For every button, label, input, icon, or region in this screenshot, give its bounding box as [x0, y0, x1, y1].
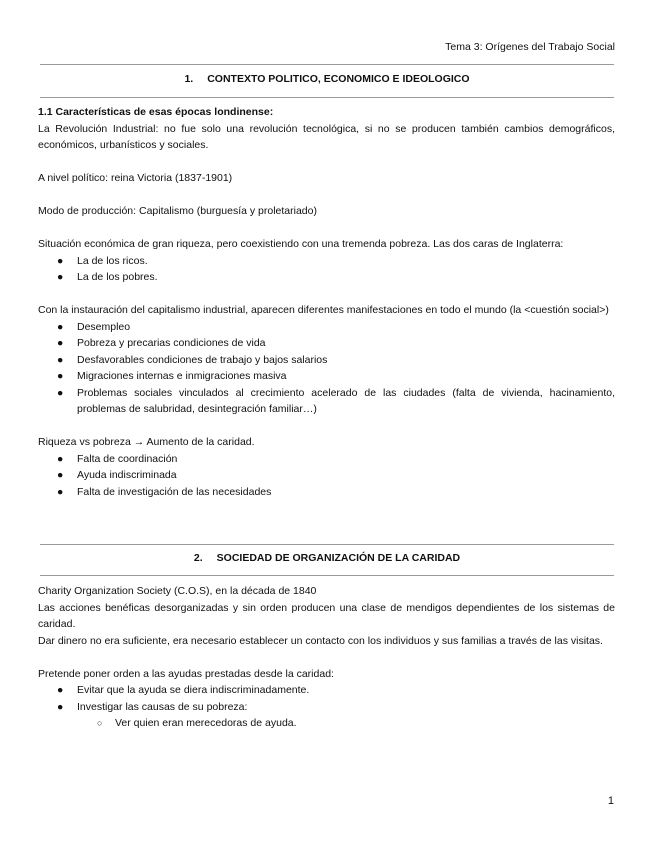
list-item: ● Pobreza y precarias condiciones de vida	[38, 335, 615, 352]
hollow-bullet-icon: ○	[97, 718, 103, 728]
list-caridad	[38, 451, 615, 501]
subheading-1-1: 1.1 Características de esas épocas londinense:	[38, 106, 274, 118]
section-1-body	[38, 104, 615, 500]
sub-list-item: ○ Ver quien eran merecedoras de ayuda.	[38, 715, 615, 732]
list-item: ● La de los pobres.	[38, 269, 615, 286]
list-item: ● Investigar las causas de su pobreza:	[38, 699, 615, 716]
section-1-number: 1.	[184, 73, 194, 85]
section-2-title	[40, 550, 614, 567]
bullet-icon: ●	[57, 353, 64, 366]
bullet-icon: ●	[57, 684, 64, 696]
paragraph-instauracion: Con la instauración del capitalismo industrial, aparecen diferentes manifestaciones en todo el mundo (la <cuestión social>)	[38, 304, 609, 316]
paragraph-acciones: Las acciones benéficas desorganizadas y sin orden producen una clase de mendigos dependientes de los sistemas de caridad.	[38, 601, 615, 630]
paragraph-produccion: Modo de producción: Capitalismo (burguesía y proletariado)	[38, 205, 317, 217]
list-item: ● Evitar que la ayuda se diera indiscriminadamente.	[38, 682, 615, 699]
paragraph-dinero: Dar dinero no era suficiente, era necesario establecer un contacto con los individuos y sus familias a través de las visitas.	[38, 634, 603, 647]
bullet-icon: ●	[57, 485, 64, 498]
list-item: ● Problemas sociales vinculados al crecimiento acelerado de las ciudades (falta de vivienda, hacinamiento, problemas de salubridad, desintegración familiar…)	[57, 386, 615, 415]
section-1-title-text: CONTEXTO POLITICO, ECONOMICO E IDEOLOGICO	[207, 73, 470, 85]
list-item: ● La de los ricos.	[38, 253, 615, 270]
list-item: ● Desfavorables condiciones de trabajo y bajos salarios	[38, 352, 615, 369]
paragraph-politico: A nivel político: reina Victoria (1837-1901)	[38, 172, 233, 184]
list-item: ● Falta de investigación de las necesidades	[38, 484, 615, 501]
list-item: ● Migraciones internas e inmigraciones masiva	[38, 368, 615, 385]
list-caras	[38, 253, 615, 286]
section-2-bottom-rule	[40, 575, 614, 576]
paragraph-intro: La Revolución Industrial: no fue solo una revolución tecnológica, si no se producen también cambios demográficos, económicos, urbanísticos y sociales.	[38, 122, 615, 151]
page-number: 1	[607, 795, 614, 807]
bullet-icon: ●	[57, 271, 64, 283]
paragraph-situacion: Situación económica de gran riqueza, pero coexistiendo con una tremenda pobreza. Las dos caras de Inglaterra:	[38, 238, 564, 250]
bullet-icon: ●	[57, 254, 64, 267]
bullet-icon: ●	[57, 320, 64, 333]
bullet-icon: ●	[57, 469, 64, 481]
section-2-title-text: SOCIEDAD DE ORGANIZACIÓN DE LA CARIDAD	[216, 552, 461, 564]
section-1-top-rule	[40, 64, 614, 65]
paragraph-riqueza: Riqueza vs pobreza → Aumento de la caridad.	[38, 436, 255, 448]
list-manifestaciones	[38, 319, 615, 418]
bullet-icon: ●	[57, 386, 64, 399]
bullet-icon: ●	[57, 337, 64, 349]
section-2-body	[38, 583, 615, 732]
page-header: Tema 3: Orígenes del Trabajo Social	[445, 41, 615, 53]
list-item: ● Ayuda indiscriminada	[38, 467, 615, 484]
paragraph-charity: Charity Organization Society (C.O.S), en la década de 1840	[38, 585, 317, 597]
list-item: ● Falta de coordinación	[38, 451, 615, 468]
list-objetivos	[38, 682, 615, 732]
section-1-bottom-rule	[40, 97, 614, 98]
section-1-title	[40, 71, 614, 88]
bullet-icon: ●	[57, 452, 64, 465]
section-2-top-rule	[40, 544, 614, 545]
section-2-number: 2.	[193, 552, 203, 564]
bullet-icon: ●	[57, 370, 64, 382]
paragraph-pretende: Pretende poner orden a las ayudas prestadas desde la caridad:	[38, 667, 334, 680]
bullet-icon: ●	[57, 700, 64, 713]
list-item: ● Desempleo	[38, 319, 615, 336]
